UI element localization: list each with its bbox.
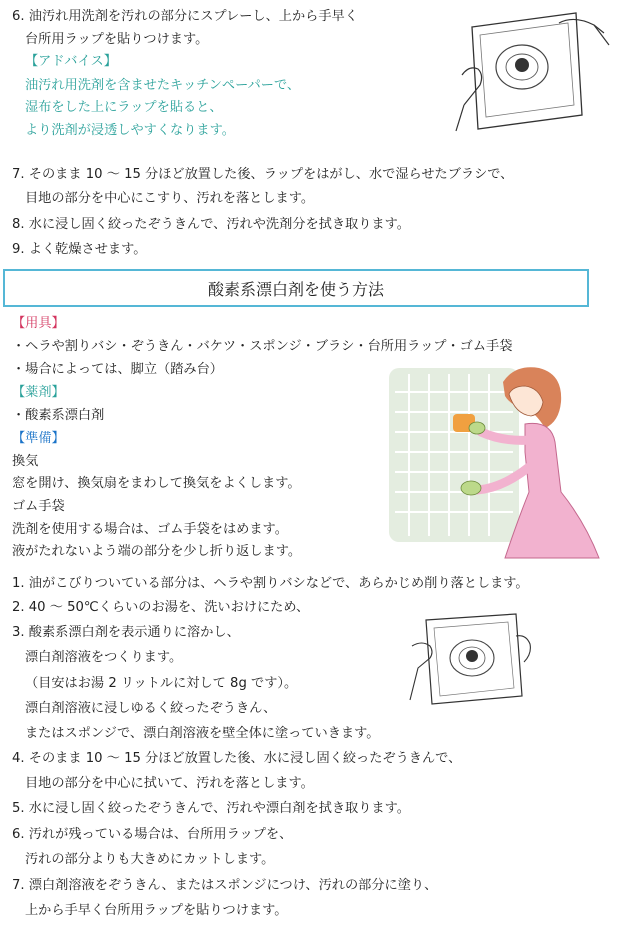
wrap-application-illustration bbox=[454, 5, 614, 133]
advice-line2: 湿布をした上にラップを貼ると、 bbox=[25, 100, 223, 115]
step-4-line1: 4. そのまま 10 ～ 15 分ほど放置した後、水に浸し固く絞ったぞうきんで、 bbox=[12, 751, 462, 766]
prep-label: 【準備】 bbox=[12, 431, 65, 446]
gloves-text2: 液がたれないよう端の部分を少し折り返します。 bbox=[12, 544, 302, 559]
step-2: 2. 40 ～ 50℃くらいのお湯を、洗いおけにため、 bbox=[12, 600, 310, 615]
wrap-application-illustration-2 bbox=[408, 610, 538, 710]
gloves-text1: 洗剤を使用する場合は、ゴム手袋をはめます。 bbox=[12, 522, 288, 537]
step7-line1: 7. そのまま 10 ～ 15 分ほど放置した後、ラップをはがし、水で湿らせたブラシで、 bbox=[12, 167, 514, 182]
step7-line2: 目地の部分を中心にこすり、汚れを落とします。 bbox=[25, 191, 315, 206]
advice-label: 【アドバイス】 bbox=[25, 54, 117, 69]
step8: 8. 水に浸し固く絞ったぞうきんで、汚れや洗剤分を拭き取ります。 bbox=[12, 217, 410, 232]
tools-label: 【用具】 bbox=[12, 316, 65, 331]
tools-line2: ・場合によっては、脚立（踏み台） bbox=[12, 362, 223, 377]
step-3-line1: 3. 酸素系漂白剤を表示通りに溶かし、 bbox=[12, 625, 240, 640]
step-3-line4: 漂白剤溶液に浸しゆるく絞ったぞうきん、 bbox=[25, 701, 277, 716]
tools-line1: ・ヘラや割りバシ・ぞうきん・バケツ・スポンジ・ブラシ・台所用ラップ・ゴム手袋 bbox=[12, 339, 513, 354]
step-6-line2: 汚れの部分よりも大きめにカットします。 bbox=[25, 852, 275, 867]
step6-line2: 台所用ラップを貼りつけます。 bbox=[25, 32, 209, 47]
step9: 9. よく乾燥させます。 bbox=[12, 242, 147, 257]
ventilation-text: 窓を開け、換気扇をまわして換気をよくします。 bbox=[12, 476, 301, 491]
step-3-line2: 漂白剤溶液をつくります。 bbox=[25, 650, 183, 665]
chemicals-label: 【薬剤】 bbox=[12, 385, 65, 400]
step-4-line2: 目地の部分を中心に拭いて、汚れを落とします。 bbox=[25, 776, 314, 791]
step6-line1: 6. 油汚れ用洗剤を汚れの部分にスプレーし、上から手早く bbox=[12, 9, 358, 24]
step-1: 1. 油がこびりついている部分は、ヘラや割りバシなどで、あらかじめ削り落とします。 bbox=[12, 576, 529, 591]
woman-cleaning-illustration bbox=[385, 362, 615, 562]
gloves-title: ゴム手袋 bbox=[12, 499, 65, 514]
step-3-line3: （目安はお湯 2 リットルに対して 8g です）。 bbox=[25, 676, 298, 691]
ventilation-title: 換気 bbox=[12, 454, 39, 469]
step-3-line5: またはスポンジで、漂白剤溶液を壁全体に塗っていきます。 bbox=[25, 726, 380, 741]
advice-line1: 油汚れ用洗剤を含ませたキッチンペーパーで、 bbox=[25, 78, 301, 93]
chemicals-line1: ・酸素系漂白剤 bbox=[12, 408, 105, 423]
advice-line3: より洗剤が浸透しやすくなります。 bbox=[25, 123, 235, 138]
section-title: 酸素系漂白剤を使う方法 bbox=[3, 269, 589, 307]
step-7-line1: 7. 漂白剤溶液をぞうきん、またはスポンジにつけ、汚れの部分に塗り、 bbox=[12, 878, 438, 893]
step-7-line2: 上から手早く台所用ラップを貼りつけます。 bbox=[25, 903, 288, 918]
step-6-line1: 6. 汚れが残っている場合は、台所用ラップを、 bbox=[12, 827, 293, 842]
step-5: 5. 水に浸し固く絞ったぞうきんで、汚れや漂白剤を拭き取ります。 bbox=[12, 801, 410, 816]
